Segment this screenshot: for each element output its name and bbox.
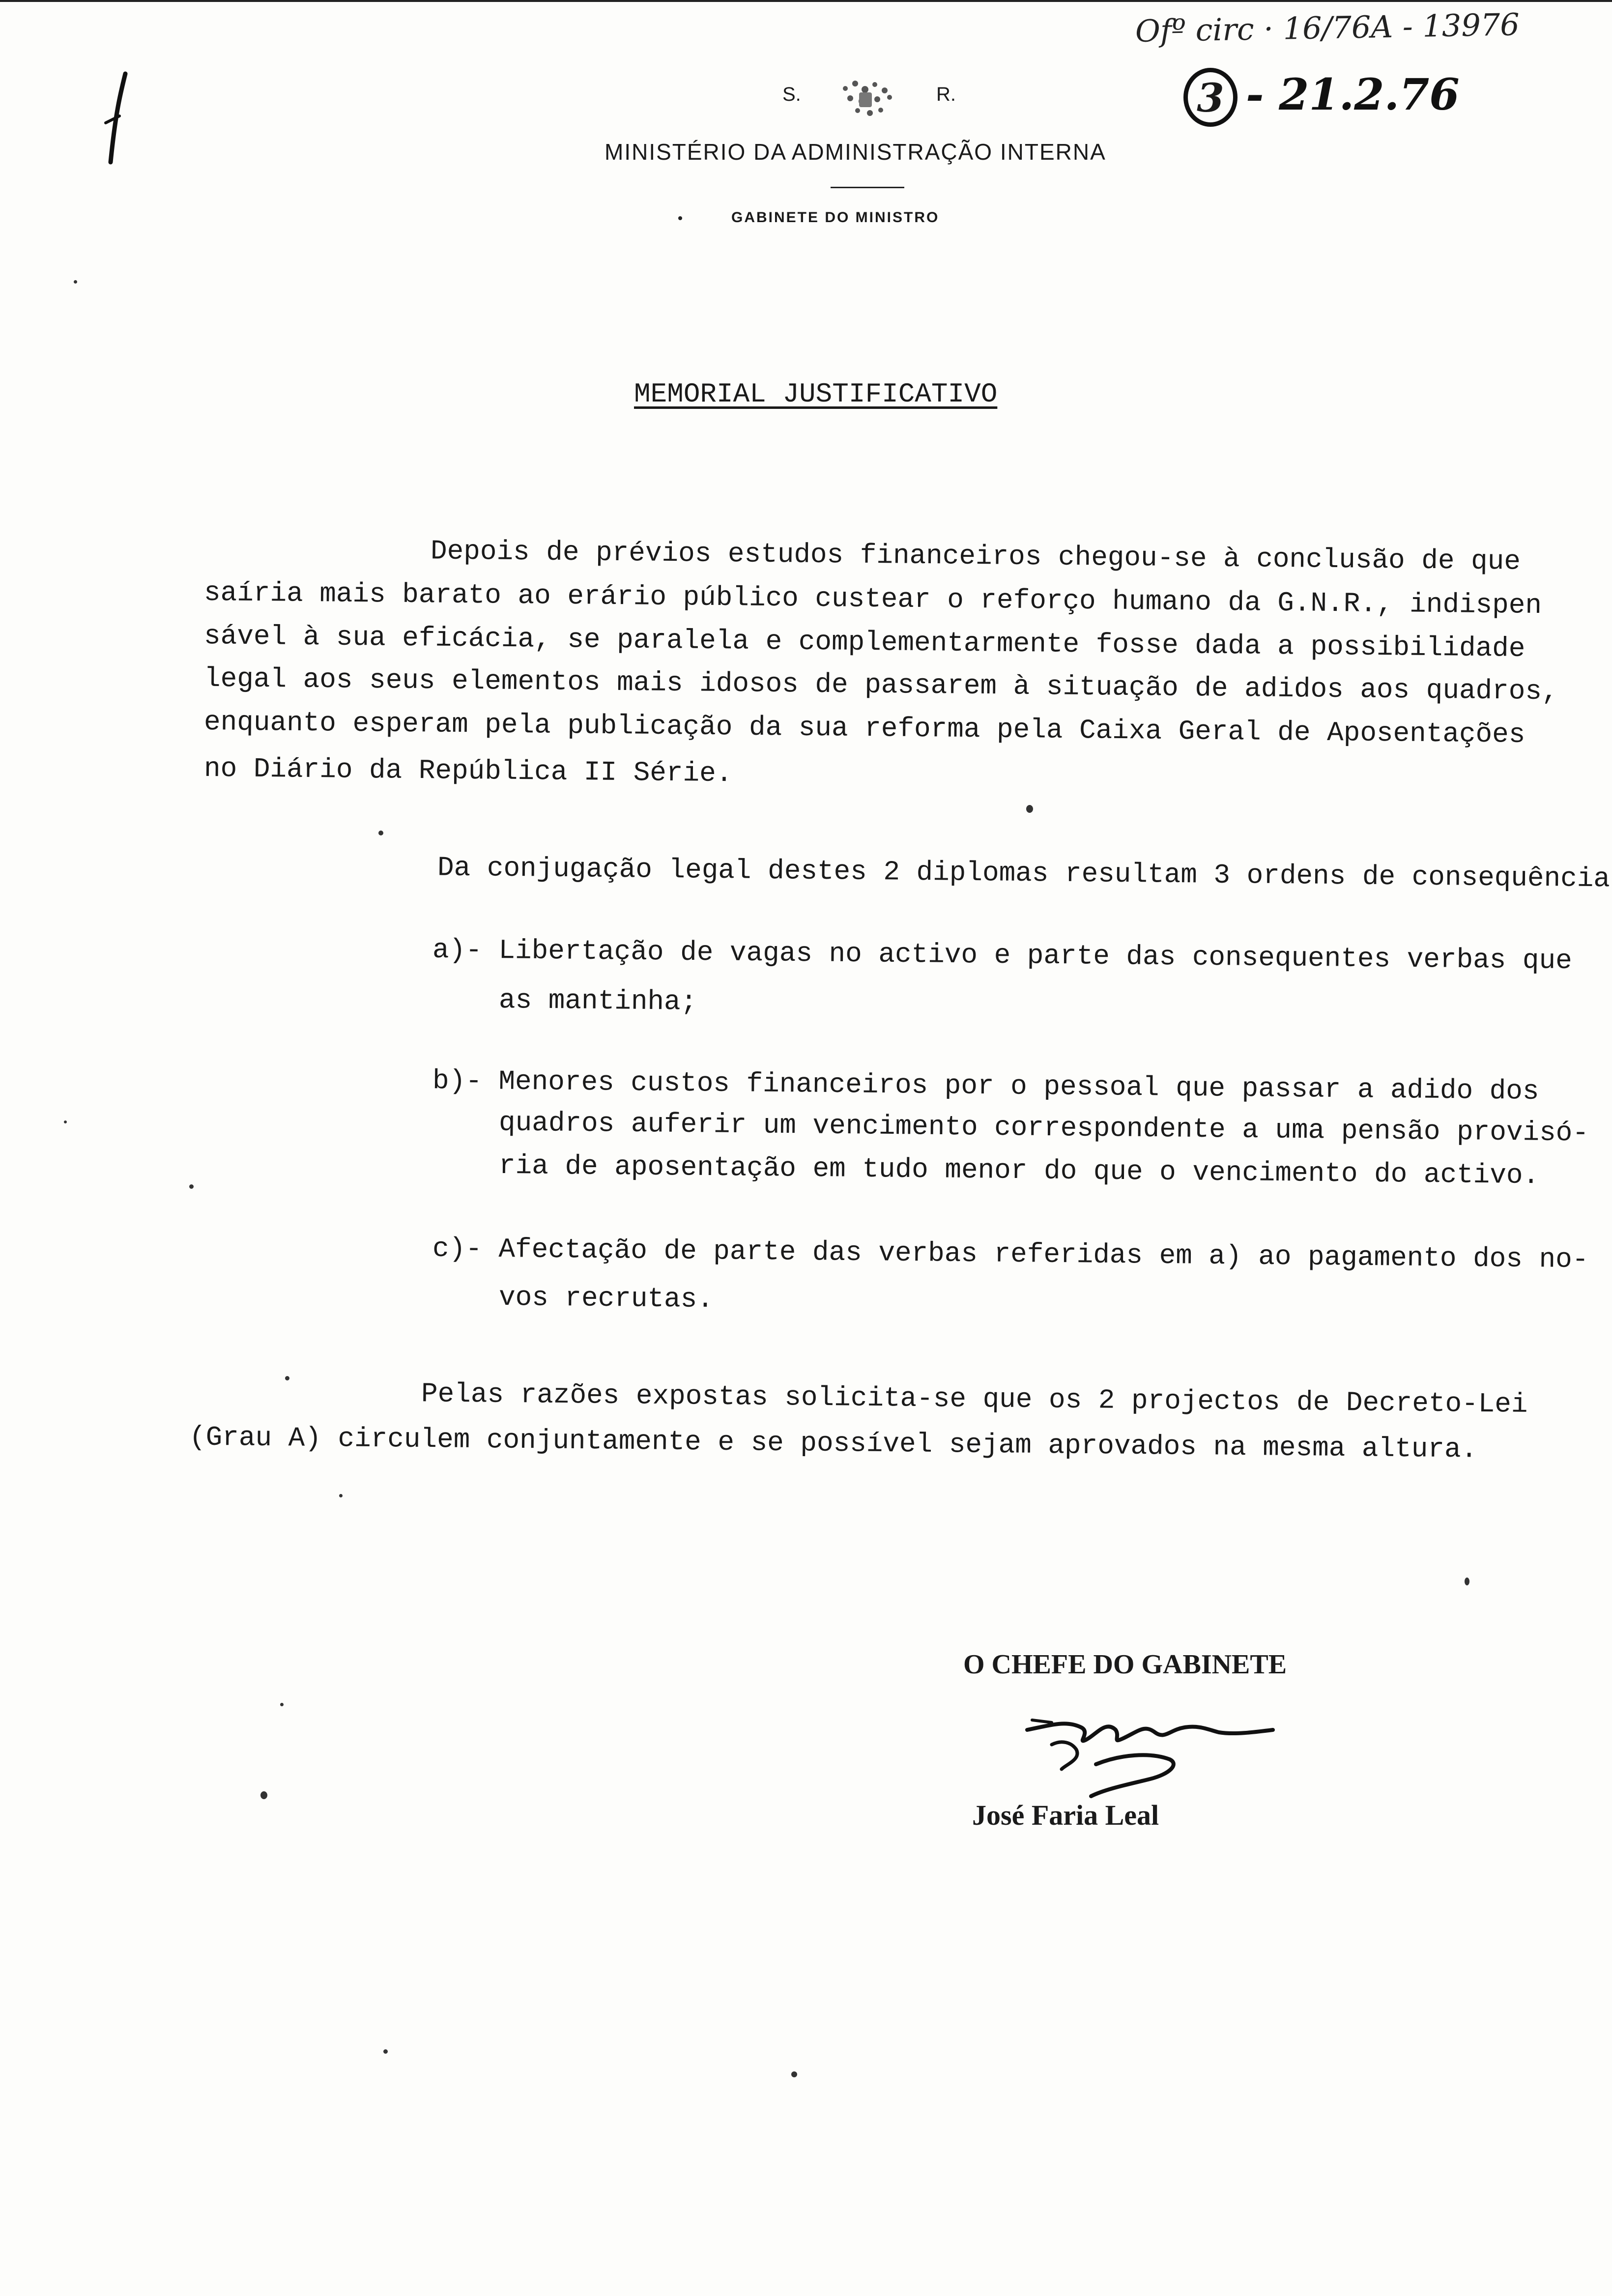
handwritten-date-mark: - 21.2.76 (1246, 69, 1460, 120)
circled-number: 3 (1183, 68, 1238, 127)
letterhead-divider (831, 187, 904, 188)
text-line: no Diário da República II Série. (203, 752, 733, 790)
scan-speck (285, 1376, 289, 1380)
list-item-c: c)- Afectação de parte das verbas referidas em a) ao pagamento dos no- (432, 1233, 1589, 1276)
text-line: saíria mais barato ao erário público custear o reforço humano da G.N.R., indispen (203, 576, 1542, 622)
letterhead-initial-left: S. (782, 84, 801, 105)
cabinet-heading: GABINETE DO MINISTRO (731, 209, 940, 226)
scan-speck (1465, 1578, 1469, 1585)
scan-speck (280, 1703, 284, 1706)
signatory-title: O CHEFE DO GABINETE (963, 1649, 1287, 1680)
text-line: legal aos seus elementos mais idosos de passarem à situação de adidos aos quadros, (203, 662, 1558, 708)
list-item-b: b)- Menores custos financeiros por o pessoal que passar a adido dos (432, 1065, 1539, 1107)
list-item-c-continuation: vos recrutas. (498, 1281, 714, 1316)
scan-speck (74, 280, 77, 284)
handwritten-reference: Ofº circ · 16/76A - 13976 (1135, 6, 1520, 49)
list-item-a-continuation: as mantinha; (498, 984, 697, 1018)
scan-speck (260, 1791, 267, 1799)
letterhead-dot (678, 216, 682, 220)
text-line: enquanto esperam pela publicação da sua reforma pela Caixa Geral de Aposentações (203, 706, 1526, 750)
scan-speck (791, 2071, 797, 2077)
list-item-b-continuation: quadros auferir um vencimento correspondente a uma pensão provisó- (498, 1107, 1589, 1149)
scan-speck (189, 1184, 194, 1189)
ministry-heading: MINISTÉRIO DA ADMINISTRAÇÃO INTERNA (604, 139, 1106, 165)
scan-speck (1026, 805, 1033, 813)
list-item-a: a)- Libertação de vagas no activo e parte das consequentes verbas que (432, 934, 1573, 977)
letterhead-initial-right: R. (936, 84, 956, 105)
scan-speck (339, 1494, 343, 1497)
text-line: Depois de prévios estudos financeiros chegou-se à conclusão de que (430, 535, 1521, 577)
paragraph-request: (Grau A) circulem conjuntamente e se possível sejam aprovados na mesma altura. (189, 1421, 1478, 1465)
scan-speck (378, 831, 383, 835)
handwritten-signature (1022, 1710, 1278, 1813)
margin-pen-mark (96, 69, 130, 167)
signatory-name: José Faria Leal (972, 1799, 1159, 1831)
list-item-b-continuation: ria de aposentação em tudo menor do que o vencimento do activo. (498, 1149, 1540, 1192)
coat-of-arms-icon (816, 69, 914, 128)
paragraph-request: Pelas razões expostas solicita-se que os 2 projectos de Decreto-Lei (421, 1378, 1528, 1420)
scan-speck (64, 1120, 67, 1123)
document-title: MEMORIAL JUSTIFICATIVO (634, 378, 998, 410)
scan-speck (383, 2049, 388, 2054)
text-line: sável à sua eficácia, se paralela e complementarmente fosse dada a possibilidade (203, 620, 1526, 664)
top-border (0, 0, 1612, 2)
paragraph-consequences-lead: Da conjugação legal destes 2 diplomas resultam 3 ordens de consequência (437, 852, 1611, 895)
